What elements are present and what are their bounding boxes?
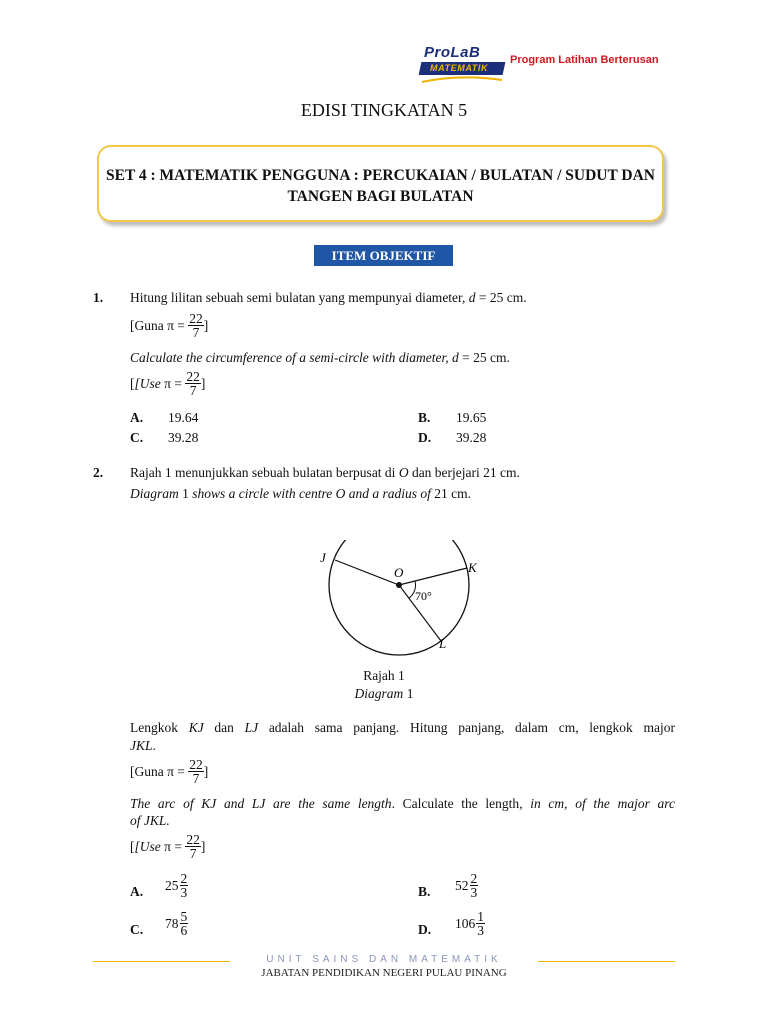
q1-option-a-value[interactable]: 19.64 xyxy=(168,410,199,425)
centre-point xyxy=(396,582,402,588)
q1-option-a-label[interactable]: A. xyxy=(130,410,144,425)
q2-option-a-value[interactable]: 25 $\frac{2}{3}$ xyxy=(165,871,188,900)
question-2-pi-hint-ms: [Guna π = $\frac{22}{7}$ ] xyxy=(130,757,209,786)
question-2-pi-hint-en: [ [Use π = $\frac{22}{7}$ ] xyxy=(130,832,206,861)
question-1-number: 1. xyxy=(93,290,104,305)
program-title: Program Latihan Berterusan xyxy=(510,54,659,66)
footer-unit: UNIT SAINS DAN MATEMATIK xyxy=(266,954,502,965)
question-1-text-en: Calculate the circumference of a semi-circle with diameter, d = 25 cm. xyxy=(130,350,510,365)
pi-fraction: $\frac{22}{7}$ xyxy=(189,311,203,340)
set-title-box xyxy=(97,145,664,222)
q2-option-b-label[interactable]: B. xyxy=(418,884,431,899)
q2-option-d-value[interactable]: 106 $\frac{1}{3}$ xyxy=(455,909,484,938)
question-2-intro-en: Diagram 1 shows a circle with centre O and a radius of 21 cm. xyxy=(130,486,472,501)
radius-OJ xyxy=(335,560,399,585)
edition-title: EDISI TINGKATAN 5 xyxy=(300,100,468,120)
question-2-body-ms-line2: JKL. xyxy=(130,738,156,753)
q2-option-c-label[interactable]: C. xyxy=(130,922,144,937)
radius-OK xyxy=(399,568,467,585)
question-1-pi-hint-en: [ [Use π = $\frac{22}{7}$ ] xyxy=(130,369,206,398)
q1-option-d-label[interactable]: D. xyxy=(418,430,432,445)
question-1-text-ms: Hitung lilitan sebuah semi bulatan yang mempunyai diameter, d = 25 cm. xyxy=(130,290,527,305)
question-2-body-ms-line1: Lengkok KJ dan LJ adalah sama panjang. Hitung panjang, dalam cm, lengkok major xyxy=(130,720,675,735)
q1-option-d-value[interactable]: 39.28 xyxy=(456,430,487,445)
set-title: SET 4 : MATEMATIK PENGGUNA : PERCUKAIAN / BULATAN / SUDUT DAN TANGEN BAGI BULATAN xyxy=(105,167,655,205)
footer-department: JABATAN PENDIDIKAN NEGERI PULAU PINANG xyxy=(261,967,507,979)
diagram-caption-en: Diagram 1 xyxy=(354,686,414,701)
logo-swoosh-icon xyxy=(420,76,504,84)
q2-option-a-label[interactable]: A. xyxy=(130,884,144,899)
label-K: K xyxy=(468,560,477,575)
q1-option-b-label[interactable]: B. xyxy=(418,410,431,425)
q2-option-d-label[interactable]: D. xyxy=(418,922,432,937)
logo-main-text: ProLaB xyxy=(424,44,481,61)
q1-option-c-label[interactable]: C. xyxy=(130,430,144,445)
prolab-logo xyxy=(420,40,504,86)
q1-option-b-value[interactable]: 19.65 xyxy=(456,410,487,425)
circle-outline xyxy=(329,540,469,655)
q2-option-b-value[interactable]: 52 $\frac{2}{3}$ xyxy=(455,871,478,900)
q2-option-c-value[interactable]: 78 $\frac{5}{6}$ xyxy=(165,909,188,938)
label-O: O xyxy=(394,565,404,580)
question-2-number: 2. xyxy=(93,465,104,480)
question-2-body-en-line2: of JKL. xyxy=(130,813,170,828)
logo-sub-text: MATEMATIK xyxy=(430,63,489,73)
question-2-body-en-line1: The arc of KJ and LJ are the same length. Calculate the length, in cm, of the major arc xyxy=(130,796,675,811)
circle-diagram xyxy=(310,540,490,660)
question-2-intro-ms: Rajah 1 menunjukkan sebuah bulatan berpusat di O dan berjejari 21 cm. xyxy=(130,465,520,480)
diagram-caption-ms: Rajah 1 xyxy=(363,668,405,683)
angle-label: 70° xyxy=(415,589,432,603)
label-J: J xyxy=(320,550,326,565)
label-L: L xyxy=(439,636,447,651)
question-1-pi-hint-ms: [Guna π = $\frac{22}{7}$ ] xyxy=(130,311,209,340)
q1-option-c-value[interactable]: 39.28 xyxy=(168,430,199,445)
section-label: ITEM OBJEKTIF xyxy=(314,245,453,266)
